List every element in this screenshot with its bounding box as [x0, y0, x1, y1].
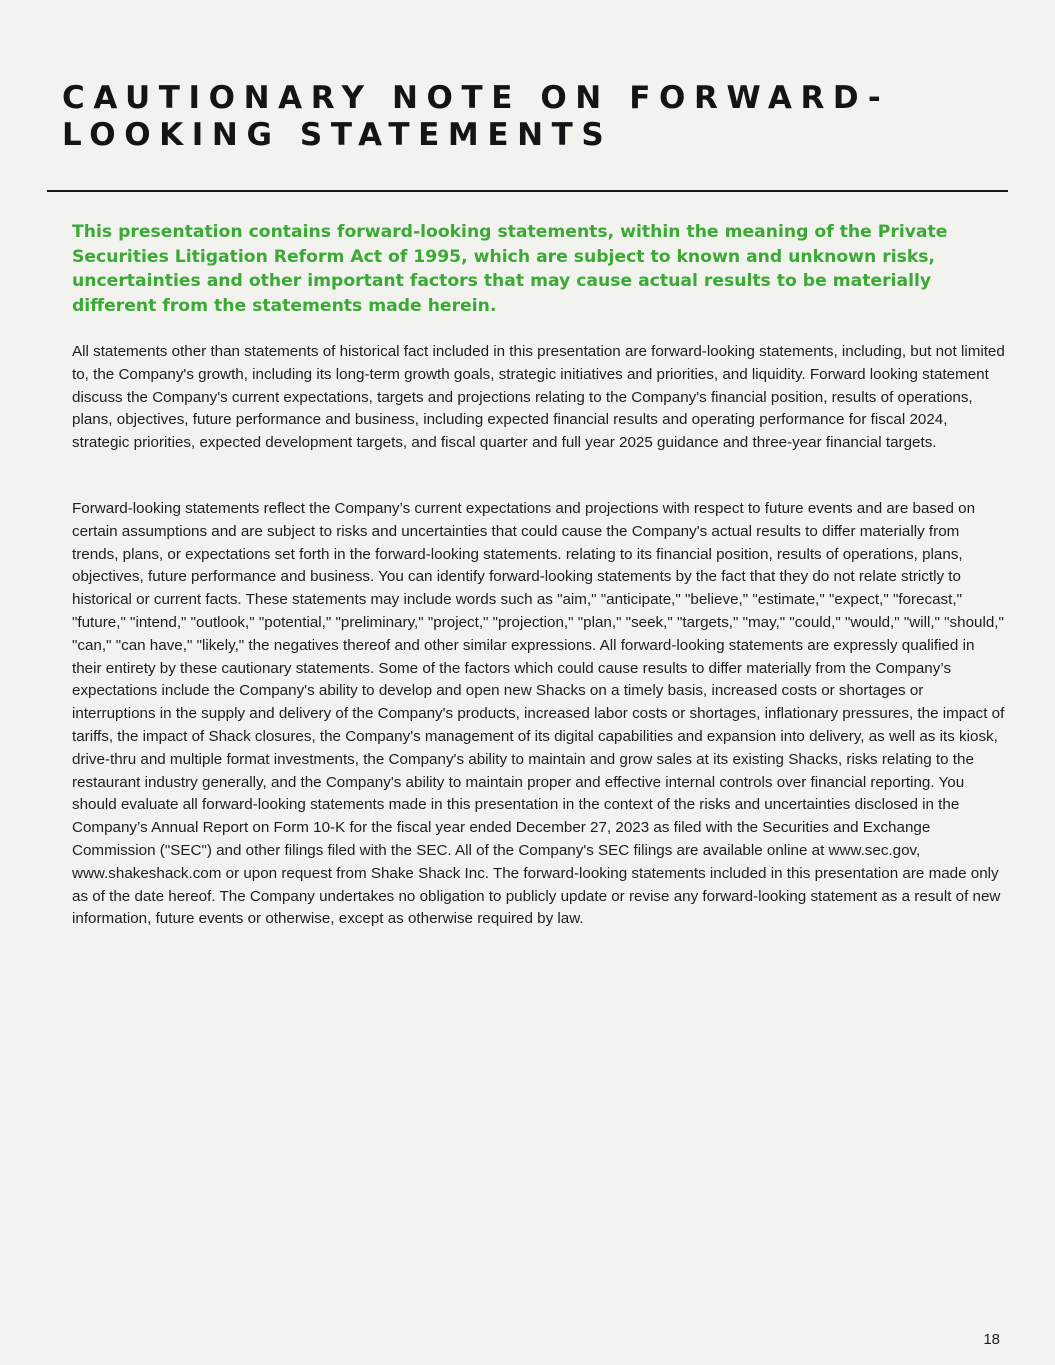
page-number: 18 [983, 1331, 1000, 1348]
body-paragraph-1: All statements other than statements of historical fact included in this presentation are forward-looking statements, including, but not limited to, the Company's growth, including its long-term growth goals, strategic initiatives and priorities, and liquidity. Forward looking statement discuss the Company's current expectations, targets and projections relating to the Company's financial position, results of operations, plans, objectives, future performance and business, including expected financial results and operating performance for fiscal 2024, strategic priorities, expected development targets, and fiscal quarter and full year 2025 guidance and three-year financial targets. [72, 343, 1005, 452]
intro-statement: This presentation contains forward-looking statements, within the meaning of the Private Securities Litigation Reform Act of 1995, which are subject to known and unknown risks, uncertainties and other important factors that may cause actual results to be materially different from the statements made herein. [72, 222, 948, 316]
body-paragraph-2: Forward-looking statements reflect the Company’s current expectations and projections with respect to future events and are based on certain assumptions and are subject to risks and uncertainties that could cause the Company's actual results to differ materially from trends, plans, or expectations set forth in the forward-looking statements. relating to its financial position, results of operations, plans, objectives, future performance and business. You can identify forward-looking statements by the fact that they do not relate strictly to historical or current facts. These statements may include words such as "aim," "anticipate," "believe," "estimate," "expect," "forecast," "future," "intend," "outlook," "potential," "preliminary," "project," "projection," "plan," "seek," "targets," "may," "could," "would," "will," "should," "can," "can have," "likely," the negatives thereof and other similar expressions. All forward-looking statements are expressly qualified in their entirety by these cautionary statements. Some of the factors which could cause results to differ materially from the Company’s expectations include the Company's ability to develop and open new Shacks on a timely basis, increased costs or shortages or interruptions in the supply and delivery of the Company's products, increased labor costs or shortages, inflationary pressures, the impact of tariffs, the impact of Shack closures, the Company's management of its digital capabilities and expansion into delivery, as well as its kiosk, drive-thru and multiple format investments, the Company's ability to maintain and grow sales at its existing Shacks, risks relating to the restaurant industry generally, and the Company's ability to maintain proper and effective internal controls over financial reporting. You should evaluate all forward-looking statements made in this presentation in the context of the risks and uncertainties disclosed in the Company’s Annual Report on Form 10-K for the fiscal year ended December 27, 2023 as filed with the Securities and Exchange Commission ("SEC") and other filings filed with the SEC. All of the Company's SEC filings are available online at www.sec.gov, www.shakeshack.com or upon request from Shake Shack Inc. The forward-looking statements included in this presentation are made only as of the date hereof. The Company undertakes no obligation to publicly update or revise any forward-looking statement as a result of new information, future events or otherwise, except as otherwise required by law. [72, 500, 1005, 928]
title-divider [47, 190, 1008, 192]
page-title: CAUTIONARY NOTE ON FORWARD-LOOKING STATEMENTS [62, 80, 890, 153]
